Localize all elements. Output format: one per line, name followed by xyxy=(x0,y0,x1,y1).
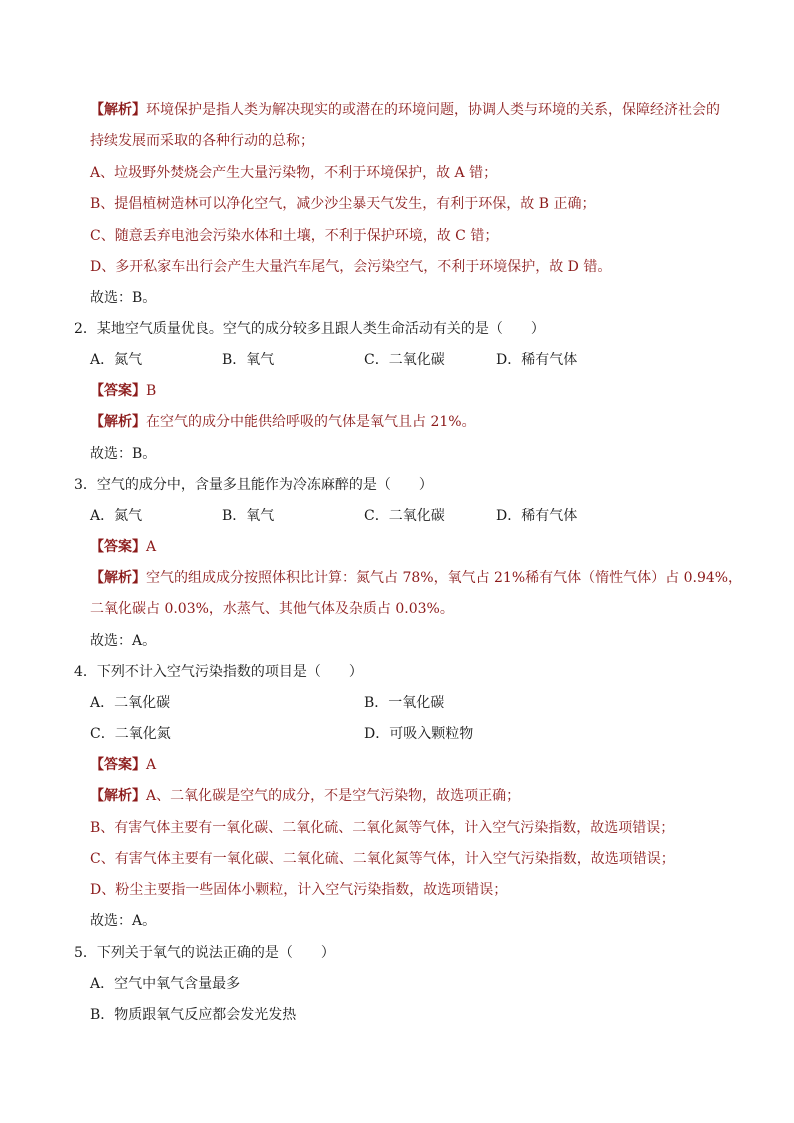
q5-option-a: A．空气中氧气含量最多 xyxy=(90,976,241,992)
intro-analysis-line-2: 持续发展而采取的各种行动的总称； xyxy=(90,133,314,149)
q3-stem: 3．空气的成分中，含量多且能作为冷冻麻醉的是（ ） xyxy=(74,477,433,493)
q4-analysis-b: B、有害气体主要有一氧化碳、二氧化硫、二氧化氮等气体，计入空气污染指数，故选项错误； xyxy=(90,820,675,836)
q3-analysis-line-1: 【解析】空气的组成成分按照体积比计算：氮气占 78%，氧气占 21%稀有气体（惰性气体）占 0.94%， xyxy=(90,570,743,586)
q2-option-a: A．氮气 xyxy=(90,352,143,368)
q4-option-c: C．二氧化氮 xyxy=(90,726,171,742)
q3-option-d: D．稀有气体 xyxy=(496,508,578,524)
q2-option-c: C．二氧化碳 xyxy=(364,352,445,368)
q4-option-b: B．一氧化碳 xyxy=(364,695,445,711)
q3-answer: 【答案】A xyxy=(90,539,157,555)
q5-stem: 5．下列关于氧气的说法正确的是（ ） xyxy=(74,945,335,961)
q4-analysis-d: D、粉尘主要指一些固体小颗粒，计入空气污染指数，故选项错误； xyxy=(90,882,508,898)
q3-option-b: B．氧气 xyxy=(222,508,275,524)
q2-option-b: B．氧气 xyxy=(222,352,275,368)
q3-option-a: A．氮气 xyxy=(90,508,143,524)
q3-analysis-line-2: 二氧化碳占 0.03%，水蒸气、其他气体及杂质占 0.03%。 xyxy=(90,601,454,617)
q2-analysis: 【解析】在空气的成分中能供给呼吸的气体是氧气且占 21%。 xyxy=(90,414,476,430)
q4-choice: 故选：A。 xyxy=(90,913,157,929)
q4-analysis-a: 【解析】A、二氧化碳是空气的成分，不是空气污染物，故选项正确； xyxy=(90,788,521,804)
intro-analysis-line-1: 【解析】环境保护是指人类为解决现实的或潜在的环境问题，协调人类与环境的关系，保障经济社会的 xyxy=(90,102,720,118)
analysis-tag: 【解析】 xyxy=(90,102,146,118)
q2-answer: 【答案】B xyxy=(90,383,157,399)
q4-option-d: D．可吸入颗粒物 xyxy=(364,726,474,742)
q4-analysis-c: C、有害气体主要有一氧化碳、二氧化硫、二氧化氮等气体，计入空气污染指数，故选项错误； xyxy=(90,851,675,867)
intro-choice: 故选：B。 xyxy=(90,290,157,306)
q5-option-b: B．物质跟氧气反应都会发光发热 xyxy=(90,1007,297,1023)
q3-choice: 故选：A。 xyxy=(90,633,157,649)
intro-option-b: B、提倡植树造林可以净化空气，减少沙尘暴天气发生，有利于环保，故 B 正确； xyxy=(90,196,596,212)
q2-choice: 故选：B。 xyxy=(90,446,157,462)
q2-option-d: D．稀有气体 xyxy=(496,352,578,368)
intro-option-a: A、垃圾野外焚烧会产生大量污染物，不利于环境保护，故 A 错； xyxy=(90,165,498,181)
intro-option-d: D、多开私家车出行会产生大量汽车尾气，会污染空气，不利于环境保护，故 D 错。 xyxy=(90,259,612,275)
intro-option-c: C、随意丢弃电池会污染水体和土壤，不利于保护环境，故 C 错； xyxy=(90,228,499,244)
q4-option-a: A．二氧化碳 xyxy=(90,695,171,711)
q4-answer: 【答案】A xyxy=(90,757,157,773)
q2-stem: 2．某地空气质量优良。空气的成分较多且跟人类生命活动有关的是（ ） xyxy=(74,321,545,337)
q3-option-c: C．二氧化碳 xyxy=(364,508,445,524)
q4-stem: 4．下列不计入空气污染指数的项目是（ ） xyxy=(74,664,363,680)
